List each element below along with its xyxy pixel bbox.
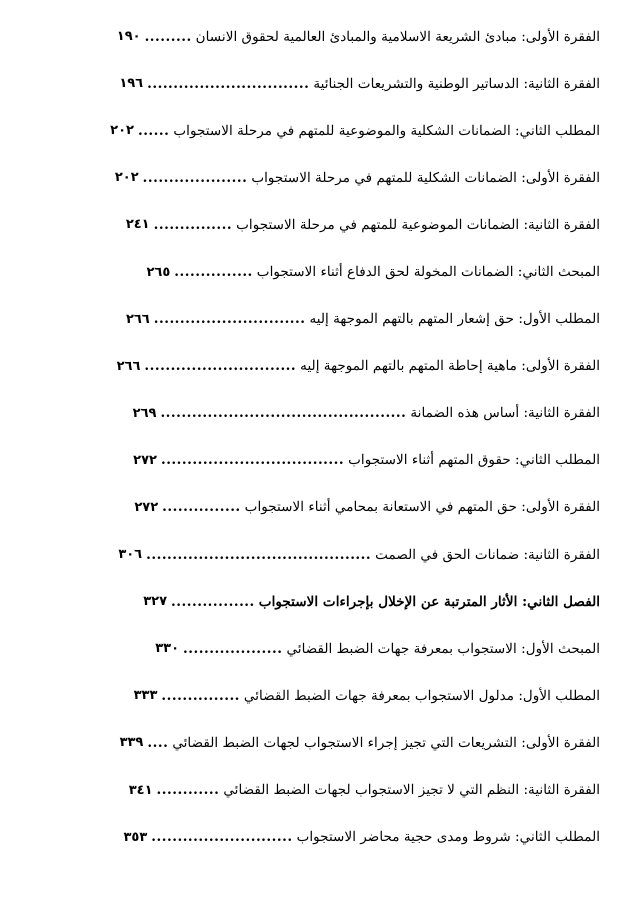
toc-entry [58,625,600,672]
toc-entry-title: الفقرة الثانية: الدساتير الوطنية والتشريعات الجنائية [313,75,600,92]
toc-dot-leader: ............... [174,264,253,281]
toc-page-number: ٢٦٦ [125,311,150,327]
toc-entry-title: الفقرة الثانية: أساس هذه الضمانة [410,405,600,422]
toc-dot-leader: .... [147,734,169,751]
toc-entry-title: المطلب الثاني: حقوق المتهم أثناء الاستجواب [348,452,600,469]
toc-entry [58,296,600,343]
toc-dot-leader: ............... [162,499,241,516]
toc-entry-title: الفقرة الأولى: ماهية إحاطة المتهم بالتهم الموجهة إليه [300,358,600,375]
toc-entry [58,437,600,484]
toc-page-number: ٢٠٢ [110,123,134,139]
toc-entry-title: الفقرة الثانية: ضمانات الحق في الصمت [375,546,600,563]
toc-page-number: ١٩٠ [116,29,141,45]
toc-dot-leader: ............................. [153,311,306,328]
toc-page-number: ٣٣٠ [155,641,180,657]
toc-page-number: ٣٤١ [128,782,153,798]
toc-entry-title: الفقرة الأولى: مبادئ الشريعة الاسلامية والمبادئ العالمية لحقوق الانسان [195,28,600,45]
toc-entry [58,201,600,248]
toc-entry-title: الفصل الثاني: الأثار المترتبة عن الإخلال بإجراءات الاستجواب [258,593,600,610]
toc-entry [58,60,600,107]
toc-entry-title: الفقرة الثانية: النظم التي لا تجيز الاستجواب لجهات الضبط القضائي [223,782,600,799]
toc-page-number: ٣٣٣ [133,688,158,704]
toc-dot-leader: .................... [142,169,248,186]
toc-dot-leader: ............................... [147,75,310,92]
toc-entry [58,484,600,531]
toc-page-number: ٢٦٦ [116,358,141,374]
toc-entry [58,719,600,766]
toc-entry [58,814,600,861]
toc-page-number: ٣٢٧ [143,594,168,610]
table-of-contents [58,13,600,861]
toc-entry-title: الفقرة الأولى: التشريعات التي تجيز إجراء الاستجواب لجهات الضبط القضائي [172,734,600,751]
toc-entry [58,13,600,60]
toc-page-number: ٢٠٢ [114,170,139,186]
toc-chapter-entry [58,578,600,625]
toc-entry [58,248,600,295]
toc-dot-leader: ............... [161,687,240,704]
toc-dot-leader: ............... [153,216,233,233]
toc-dot-leader: ................................... [160,452,345,469]
toc-page-number: ٣٣٩ [119,735,144,751]
toc-entry-title: المطلب الثاني: الضمانات الشكلية والموضوعية للمتهم في مرحلة الاستجواب [173,122,600,139]
toc-entry-title: المبحث الثاني: الضمانات المخولة لحق الدفاع أثناء الاستجواب [256,264,600,281]
toc-dot-leader: ............ [156,782,220,799]
toc-entry-title: الفقرة الأولى: الضمانات الشكلية للمتهم في مرحلة الاستجواب [251,169,600,186]
toc-entry [58,767,600,814]
toc-entry [58,343,600,390]
toc-dot-leader: ............................................... [160,405,407,422]
toc-dot-leader: ......... [144,28,192,45]
toc-entry-title: المطلب الثاني: شروط ومدى حجية محاضر الاستجواب [296,829,600,846]
toc-page-number: ٢٦٥ [146,264,171,280]
toc-dot-leader: ........................................... [146,546,372,563]
toc-dot-leader: ...... [137,122,170,139]
toc-dot-leader: ................ [171,593,255,610]
toc-entry-title: المطلب الأول: مدلول الاستجواب بمعرفة جهات الضبط القضائي [243,687,600,704]
toc-entry-title: المبحث الأول: الاستجواب بمعرفة جهات الضبط القضائي [286,640,600,657]
toc-page-number: ١٩٦ [119,76,144,92]
toc-dot-leader: ............................. [144,358,297,375]
toc-page-number: ٢٧٢ [134,499,159,515]
toc-page-number: ٢٦٩ [132,405,157,421]
toc-entry-title: الفقرة الأولى: حق المتهم في الاستعانة بمحامي أثناء الاستجواب [244,499,600,516]
toc-entry [58,531,600,578]
toc-page-number: ٢٤١ [125,217,150,233]
toc-entry [58,390,600,437]
toc-page-number: ٣٠٦ [118,547,143,563]
toc-entry-title: الفقرة الثانية: الضمانات الموضوعية للمتهم في مرحلة الاستجواب [236,216,600,233]
toc-page-number: ٣٥٣ [123,829,148,845]
toc-page-number: ٢٧٢ [133,452,157,468]
toc-dot-leader: ................... [183,640,283,657]
toc-entry [58,672,600,719]
toc-entry [58,154,600,201]
toc-dot-leader: ........................... [151,829,293,846]
toc-entry-title: المطلب الأول: حق إشعار المتهم بالتهم الموجهة إليه [309,311,600,328]
toc-entry [58,107,600,154]
